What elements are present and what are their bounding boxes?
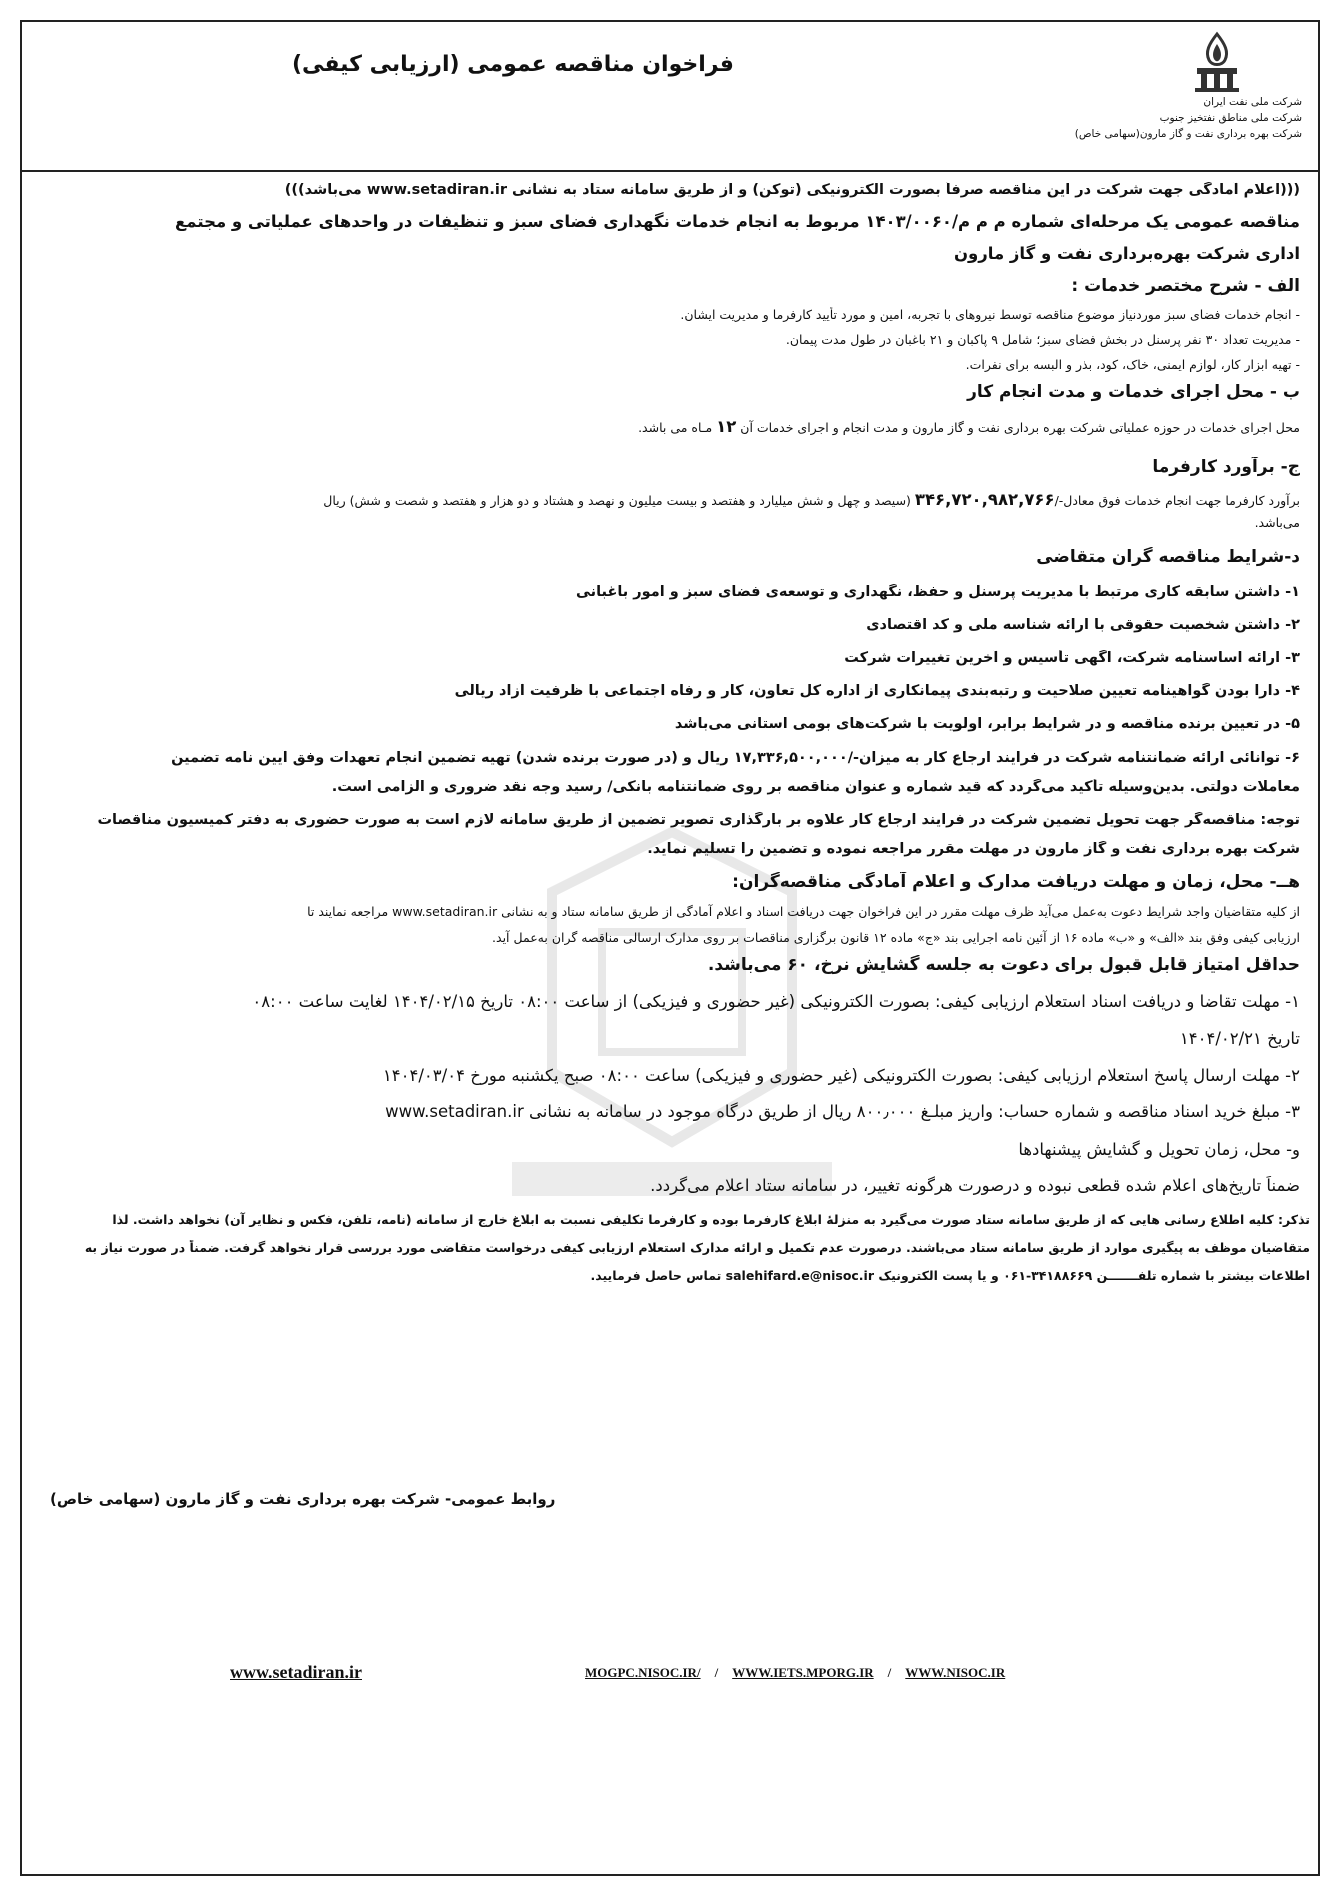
section-a-prefix: الف -	[1248, 276, 1300, 296]
section-d-heading	[40, 547, 1300, 567]
condition-item-6-line-2: معاملات دولتی. بدین‌وسیله تأکید می‌گردد که قید شماره و عنوان مناقصه بر روی ضمانتنامه بانکی/ رسید وجه نقد ضروری و الزامی است.	[331, 779, 1300, 795]
schedule-item-1-line-2: تاریخ ۱۴۰۴/۰۲/۲۱	[1179, 1029, 1300, 1048]
section-a-item: - انجام خدمات فضای سبز موردنیاز موضوع مناقصه توسط نیروهای با تجربه، امین و مورد تأیید کارفرما و مدیریت ایشان.	[680, 307, 1300, 322]
schedule-item-1-line-1: ۱- مهلت تقاضا و دریافت اسناد استعلام ارزیابی کیفی: بصورت الکترونیکی (غیر حضوری و فیزیکی) از ساعت ۰۸:۰۰ تاریخ ۱۴۰۴/۰۲/۱۵ لغایت ساعت ۰۸:۰۰	[252, 992, 1300, 1011]
condition-item-6-line-1: ۶- توانائی ارائه ضمانتنامه شرکت در فرایند ارجاع کار به میزان-/۱۷,۳۳۶,۵۰۰,۰۰۰ ریال و (در صورت برنده شدن) تهیه تضمین انجام تعهدات وفق آیین نامه تضمین	[171, 750, 1300, 766]
company-names	[1042, 94, 1302, 142]
section-b-heading	[40, 382, 1300, 402]
footer-separator: /	[714, 1665, 719, 1680]
section-e-heading	[40, 872, 1300, 892]
guarantee-note-line-1: توجه: مناقصه‌گر جهت تحویل تضمین شرکت در فرایند ارجاع کار علاوه بر بارگذاری تصویر تضمین از طریق سامانه لازم است به صورت حضوری به دفتر کمیسیون مناقصات	[97, 812, 1300, 828]
org-line-1: شرکت ملی نفت ایران	[1203, 96, 1302, 108]
section-c-text-before: برآورد کارفرما جهت انجام خدمات فوق معادل-/	[1054, 493, 1300, 508]
tender-title-line-1: مناقصه عمومی یک مرحله‌ای شماره م م م/۱۴۰۳/۰۰۶۰ مربوط به انجام خدمات نگهداری فضای سبز و تنظیفات در واحدهای عملیاتی و مجتمع	[175, 212, 1300, 231]
nioc-logo-icon	[1187, 30, 1247, 94]
section-b-text-before: محل اجرای خدمات در حوزه عملیاتی شرکت بهره برداری نفت و گاز مارون و مدت انجام و اجرای خدمات آن	[740, 420, 1300, 435]
header-title: فراخوان مناقصه عمومی (ارزیابی کیفی)	[292, 52, 734, 77]
section-d-title: شرایط مناقصه گران متقاضی	[1036, 547, 1284, 567]
footer-setadiran-link[interactable]: www.setadiran.ir	[230, 1662, 362, 1682]
tender-title-line-2: اداری شرکت بهره‌برداری نفت و گاز مارون	[953, 244, 1300, 263]
condition-item: ۳- ارائه اساسنامه شرکت، آگهی تأسیس و آخرین تغییرات شرکت	[844, 650, 1300, 666]
schedule-item-3: ۳- مبلغ خرید اسناد مناقصه و شماره حساب: واریز مبلـغ ۸۰۰٫۰۰۰ ریال از طریق درگاه موجود در سامانه به نشانی www.setadiran.ir	[385, 1102, 1300, 1121]
footer-link-mogpc[interactable]: MOGPC.NISOC.IR/	[585, 1665, 701, 1680]
section-d-prefix: د-	[1284, 547, 1300, 567]
electronic-notice: (((اعلام آمادگی جهت شرکت در این مناقصه صرفاً بصورت الکترونیکی (توکن) و از طریق سامانه ستاد به نشانی www.setadiran.ir می‌باشد)))	[284, 182, 1300, 198]
guarantee-note-line-2: شرکت بهره برداری نفت و گاز مارون در مهلت مقرر مراجعه نموده و تضمین را تسلیم نماید.	[647, 841, 1300, 857]
section-b-text	[40, 417, 1300, 436]
public-relations-signature: روابط عمومی- شرکت بهره برداری نفت و گاز مارون (سهامی خاص)	[50, 1490, 556, 1508]
section-f-heading: و- محل، زمان تحویل و گشایش پیشنهادها	[1018, 1140, 1300, 1159]
reminder-line-3: اطلاعات بیشتر با شماره تلفـــــــن ۳۴۱۸۸۶۶۹-۰۶۱ و یا پست الکترونیک salehifard.e@nisoc.ir تماس حاصل فرمایید.	[590, 1268, 1310, 1283]
section-b-prefix: ب -	[1264, 382, 1300, 402]
reminder-line-1: تذکر: کلیه اطلاع رسانی هایی که از طریق سامانه ستاد صورت می‌گیرد به منزلهٔ ابلاغ کارفرما بوده و کارفرما تکلیفی نسبت به ابلاغ خارج از سامانه (نامه، تلفن، فکس و نظایر آن) نخواهد داشت. لذا	[112, 1212, 1310, 1227]
condition-item: ۲- داشتن شخصیت حقوقی با ارائه شناسه ملی و کد اقتصادی	[866, 617, 1300, 633]
section-f-text: ضمناً تاریخ‌های اعلام شده قطعی نبوده و درصورت هرگونه تغییر، در سامانه ستاد اعلام می‌گردد.	[650, 1176, 1300, 1195]
min-score-text: حداقل امتیاز قابل قبول برای دعوت به جلسه گشایش نرخ، ۶۰ می‌باشد.	[708, 955, 1300, 975]
reminder-line-2: متقاضیان موظف به پیگیری موارد از طریق سامانه ستاد می‌باشند. درصورت عدم تکمیل و ارائه مدارک استعلام ارزیابی کیفی درخواست متقاضی مورد بررسی قرار نخواهد گرفت. ضمناً در صورت نیاز به	[84, 1240, 1310, 1255]
condition-item: ۱- داشتن سابقه کاری مرتبط با مدیریت پرسنل و حفظ، نگهداری و توسعه‌ی فضای سبز و امور باغبانی	[575, 584, 1300, 600]
section-e-title: هــ- محل، زمان و مهلت دریافت مدارک و اعلام آمادگی مناقصه‌گران:	[732, 872, 1300, 892]
document-frame	[20, 20, 1320, 1876]
section-a-title: شرح مختصر خدمات :	[1071, 276, 1248, 296]
footer-link-iets[interactable]: WWW.IETS.MPORG.IR	[732, 1665, 874, 1680]
document-body	[22, 172, 1318, 1872]
org-line-3: شرکت بهره برداری نفت و گاز مارون(سهامی خاص)	[1074, 128, 1302, 140]
footer-link-nisoc[interactable]: WWW.NISOC.IR	[905, 1665, 1006, 1680]
section-c-text-line-2: می‌باشد.	[1254, 515, 1300, 530]
section-c-heading	[40, 457, 1300, 477]
footer-separator: /	[887, 1665, 892, 1680]
schedule-item-2: ۲- مهلت ارسال پاسخ استعلام ارزیابی کیفی: بصورت الکترونیکی (غیر حضوری و فیزیکی) ساعت ۰۸:۰۰ صبح یکشنبه مورخ ۱۴۰۴/۰۳/۰۴	[382, 1066, 1300, 1085]
document-header	[22, 22, 1318, 172]
section-e-text-line-2: ارزیابی کیفی وفق بند «الف» و «ب» ماده ۱۶ از آئین نامه اجرایی بند «ج» ماده ۱۲ قانون برگزاری مناقصات بر روی مدارک ارسالی مناقصه گران به‌عمل آید.	[492, 930, 1300, 945]
section-c-text-after: (سیصد و چهل و شش میلیارد و هفتصد و بیست میلیون و نهصد و هشتاد و دو هزار و هفتصد و شصت و شش) ریال	[323, 493, 911, 508]
section-c-prefix: ج-	[1274, 457, 1300, 477]
footer-links	[585, 1665, 1005, 1681]
condition-item: ۵- در تعیین برنده مناقصه و در شرایط برابر، اولویت با شرکت‌های بومی استانی می‌باشد	[674, 716, 1300, 732]
section-c-text	[40, 490, 1300, 509]
section-a-heading	[40, 276, 1300, 296]
section-c-title: برآورد کارفرما	[1152, 457, 1274, 477]
section-a-item: - مدیریت تعداد ۳۰ نفر پرسنل در بخش فضای سبز؛ شامل ۹ پاکبان و ۲۱ باغبان در طول مدت پیمان.	[785, 332, 1300, 347]
section-e-text-line-1: از کلیه متقاضیان واجد شرایط دعوت به‌عمل می‌آید ظرف مهلت مقرر در این فراخوان جهت دریافت اسناد و اعلام آمادگی از طریق سامانه ستاد و به نشانی www.setadiran.ir مراجعه نمایند تا	[307, 904, 1300, 919]
org-line-2: شرکت ملی مناطق نفتخیز جنوب	[1159, 112, 1302, 124]
section-b-text-after: مـاه می باشد.	[638, 420, 713, 435]
section-b-title: محل اجرای خدمات و مدت انجام کار	[967, 382, 1264, 402]
condition-item: ۴- دارا بودن گواهینامه تعیین صلاحیت و رتبه‌بندی پیمانکاری از اداره کل تعاون، کار و رفاه اجتماعی با ظرفیت آزاد ریالی	[454, 683, 1300, 699]
section-a-item: - تهیه ابزار کار، لوازم ایمنی، خاک، کود، بذر و البسه برای نفرات.	[965, 357, 1300, 372]
contract-months: ۱۲	[716, 417, 737, 436]
estimate-amount: ۳۴۶,۷۲۰,۹۸۲,۷۶۶	[914, 490, 1055, 509]
min-score-heading	[40, 955, 1300, 975]
